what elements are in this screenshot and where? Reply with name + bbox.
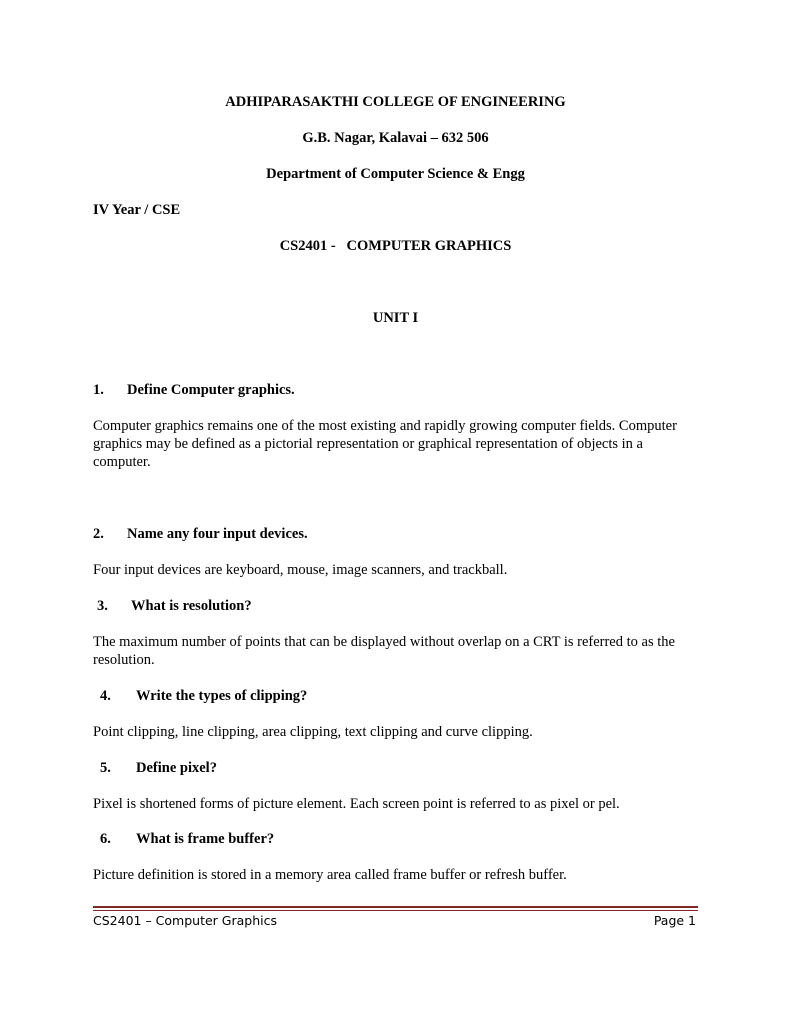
college-name: ADHIPARASAKTHI COLLEGE OF ENGINEERING — [225, 94, 566, 110]
answer-5: Pixel is shortened forms of picture element. Each screen point is referred to as pixel or pel. — [93, 796, 620, 812]
question-1 — [93, 381, 698, 399]
answer-1: Computer graphics remains one of the most existing and rapidly growing computer fields. Computer graphics may be defined as a pictorial representation or graphical representation of objects in a computer. — [93, 418, 677, 470]
question-4 — [100, 687, 698, 705]
question-title: Define pixel? — [136, 760, 217, 776]
question-3 — [97, 597, 698, 615]
footer-page-number: Page 1 — [653, 913, 696, 928]
question-title: What is resolution? — [131, 598, 252, 614]
answer-6: Picture definition is stored in a memory area called frame buffer or refresh buffer. — [93, 867, 567, 883]
question-number: 1. — [93, 382, 104, 398]
question-6 — [100, 830, 698, 848]
answer-3: The maximum number of points that can be displayed without overlap on a CRT is referred to as the resolution. — [93, 634, 675, 668]
question-title: What is frame buffer? — [136, 831, 275, 847]
question-number: 4. — [100, 688, 111, 704]
footer-rule-thick — [93, 906, 698, 908]
question-title: Name any four input devices. — [127, 526, 308, 542]
question-5 — [100, 759, 698, 777]
question-number: 2. — [93, 526, 104, 542]
question-number: 3. — [97, 598, 108, 614]
college-address: G.B. Nagar, Kalavai – 632 506 — [302, 130, 489, 146]
question-title: Write the types of clipping? — [136, 688, 308, 704]
question-2 — [93, 525, 698, 543]
question-number: 6. — [100, 831, 111, 847]
course-title: CS2401 - COMPUTER GRAPHICS — [279, 238, 512, 254]
department-name: Department of Computer Science & Engg — [266, 166, 525, 182]
question-number: 5. — [100, 760, 111, 776]
question-title: Define Computer graphics. — [127, 382, 295, 398]
answer-4: Point clipping, line clipping, area clipping, text clipping and curve clipping. — [93, 724, 533, 740]
answer-2: Four input devices are keyboard, mouse, image scanners, and trackball. — [93, 562, 508, 578]
unit-title: UNIT I — [372, 310, 419, 326]
year-label: IV Year / CSE — [93, 202, 181, 218]
footer-course: CS2401 – Computer Graphics — [93, 913, 277, 928]
footer-rule-thin — [93, 910, 698, 911]
